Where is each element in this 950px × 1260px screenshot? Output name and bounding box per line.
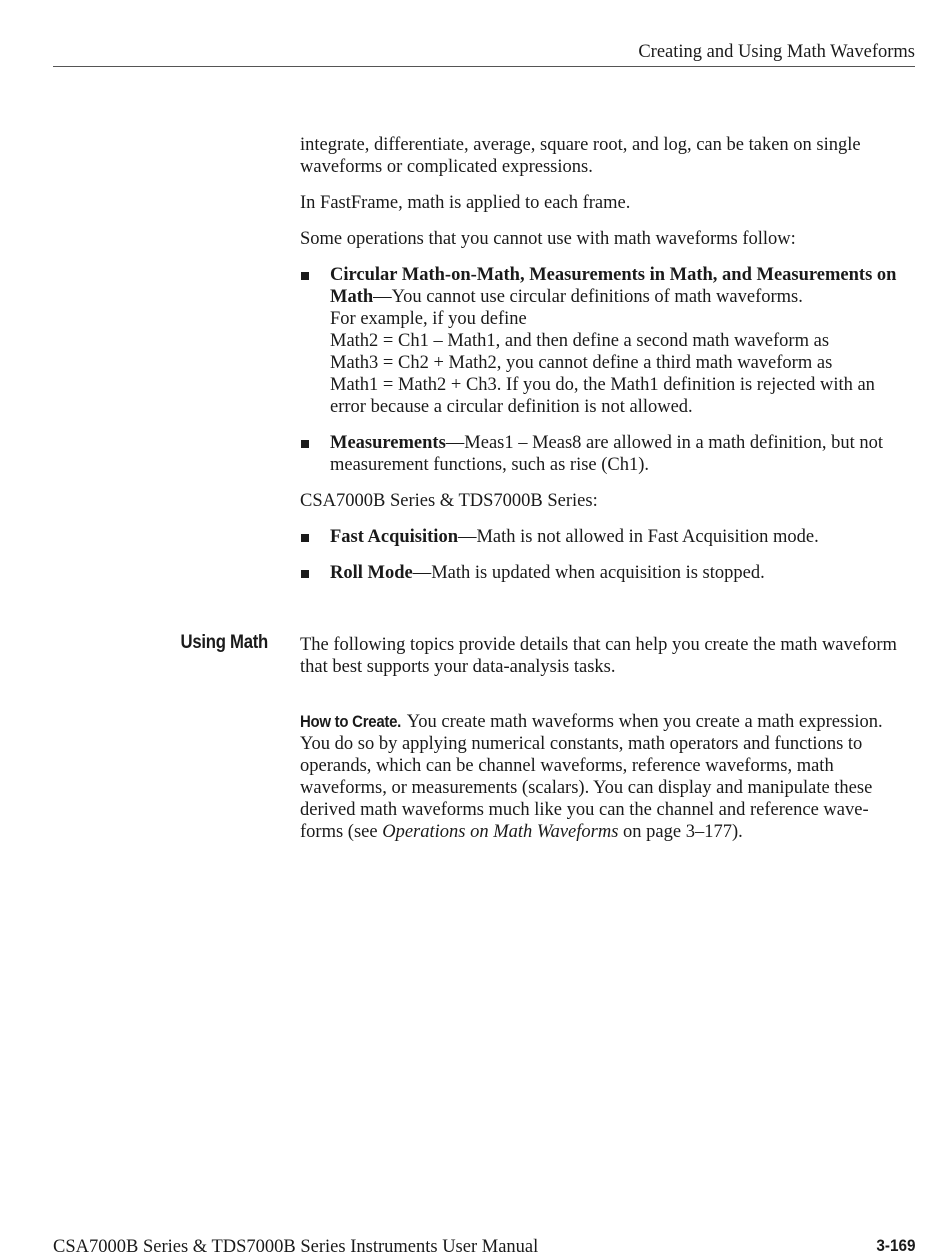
continued-paragraph [300, 134, 916, 178]
text-line: The following topics provide details that can help you create the math waveform [300, 635, 897, 655]
text-line: Math2 = Ch1 – Math1, and then define a second math waveform as [330, 331, 830, 351]
text-line [330, 286, 916, 308]
text-line: measurement functions, such as rise (Ch1). [330, 455, 650, 475]
text-line: integrate, differentiate, average, square root, and log, can be taken on single [300, 135, 861, 155]
text-line: Math1 = Math2 + Ch3. If you do, the Math1 definition is rejected with an [330, 375, 875, 395]
bullet-term: Roll Mode [330, 563, 413, 583]
list-item [300, 432, 916, 476]
running-header [53, 40, 915, 67]
bullet-desc: —Math is not allowed in Fast Acquisition mode. [457, 527, 819, 547]
text-line: For example, if you define [330, 309, 527, 329]
square-bullet-icon [301, 272, 309, 280]
bullet-term: Measurements [330, 433, 446, 453]
text-line: operands, which can be channel waveforms, reference waveforms, math [300, 756, 834, 776]
bullet-term: Circular Math-on-Math, Measurements in Math, and Measurements on [330, 265, 897, 285]
square-bullet-icon [301, 570, 309, 578]
bullet-desc: —Meas1 – Meas8 are allowed in a math definition, but not [445, 433, 883, 453]
intro-section [300, 134, 916, 598]
how-to-create-paragraph [300, 711, 916, 843]
text-line: Math3 = Ch2 + Math2, you cannot define a third math waveform as [330, 353, 833, 373]
text-line: derived math waveforms much like you can the channel and reference wave- [300, 800, 869, 820]
bullet-term: Math [330, 287, 374, 307]
list-item [300, 562, 916, 584]
text-line [300, 821, 916, 843]
text-line [300, 711, 916, 733]
text-line: You do so by applying numerical constants, math operators and functions to [300, 734, 863, 754]
run-in-heading: How to Create. [300, 712, 402, 731]
footer-manual-title: CSA7000B Series & TDS7000B Series Instruments User Manual [53, 1237, 539, 1257]
using-math-intro [300, 634, 916, 678]
bullet-desc: —Math is updated when acquisition is stopped. [412, 563, 765, 583]
restrictions-list [300, 264, 916, 476]
restrictions-intro: Some operations that you cannot use with math waveforms follow: [300, 229, 796, 249]
text-span: You create math waveforms when you create a math expression. [402, 712, 883, 732]
list-item [300, 264, 916, 418]
series-restrictions-list [300, 526, 916, 584]
text-line [330, 264, 916, 286]
fastframe-paragraph: In FastFrame, math is applied to each frame. [300, 193, 631, 213]
square-bullet-icon [301, 440, 309, 448]
text-line: waveforms, or measurements (scalars). You can display and manipulate these [300, 778, 873, 798]
using-math-section [300, 634, 916, 857]
page-number: 3-169 [875, 1236, 915, 1255]
running-header-title: Creating and Using Math Waveforms [638, 42, 915, 62]
list-item [300, 526, 916, 548]
section-heading-using-math: Using Math [180, 632, 268, 653]
text-line [330, 432, 916, 454]
text-span: forms (see [300, 822, 383, 842]
bullet-term: Fast Acquisition [330, 527, 458, 547]
text-line: error because a circular definition is not allowed. [330, 397, 693, 417]
cross-reference: Operations on Math Waveforms [382, 822, 619, 842]
text-line: that best supports your data-analysis tasks. [300, 657, 616, 677]
square-bullet-icon [301, 534, 309, 542]
text-line: waveforms or complicated expressions. [300, 157, 593, 177]
bullet-desc: —You cannot use circular definitions of math waveforms. [373, 287, 803, 307]
series-label: CSA7000B Series & TDS7000B Series: [300, 491, 598, 511]
text-span: on page 3–177). [618, 822, 743, 842]
